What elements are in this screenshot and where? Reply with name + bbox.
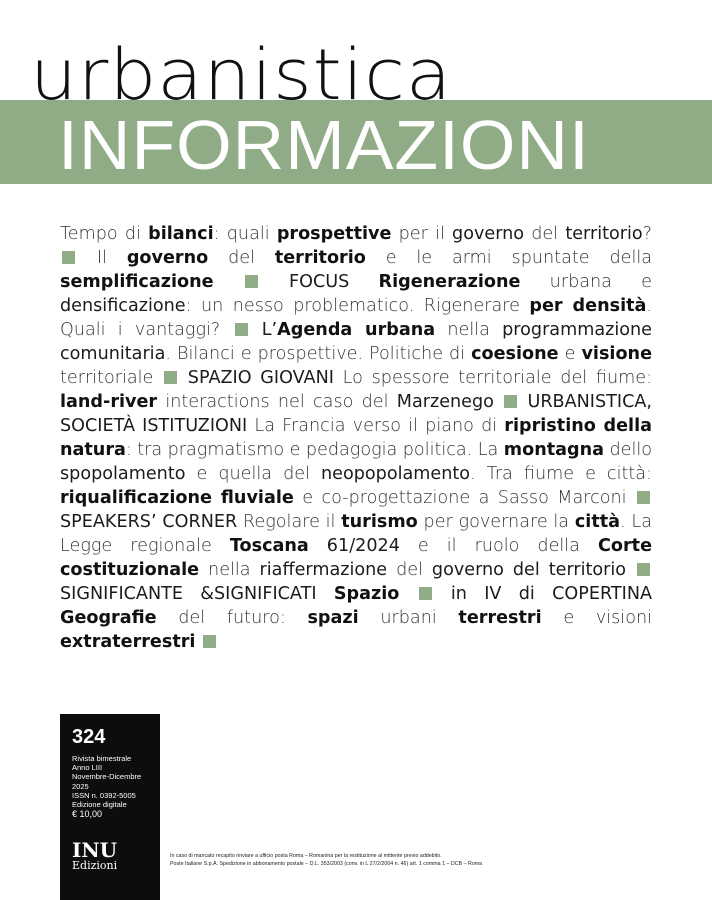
section-separator-square-icon [203,635,216,648]
contents-text: territorio [565,224,643,244]
contents-text: La Francia verso il piano di [247,416,505,436]
issue-months: Novembre-Dicembre [72,772,142,782]
contents-keyword: governo [126,248,209,268]
contents-text: governo [452,224,525,244]
contents-text: territoriale [60,368,154,388]
section-separator-square-icon [504,395,517,408]
contents-keyword: Rigenerazione [378,272,521,292]
issue-number: 324 [72,726,106,748]
contents-text: programmazione comunitaria [60,320,653,364]
masthead-title-urbanistica: urbanistica [30,34,453,116]
contents-keyword: semplificazione [60,272,214,292]
issue-edition: Edizione digitale [72,800,127,810]
contents-keyword: riqualificazione fluviale [60,488,294,508]
postal-note-line-2: Poste Italiane S.p.A. Spedizione in abbonamento postale – D.L. 353/2003 (conv. in L 27/2/2004 n. 46) art. 1 comma 1 – DCB – Roma [170,861,483,867]
contents-text: per il [391,224,453,244]
contents-keyword: città [574,512,621,532]
contents-text: URBANISTICA, SOCIETÀ ISTITUZIONI [60,392,653,436]
contents-text: in IV di COPERTINA [450,584,653,604]
contents-keyword: bilanci [148,224,214,244]
table-of-contents [60,222,652,654]
contents-text: . Tra fiume e città: [470,464,652,484]
contents-text: del [524,224,566,244]
contents-text: Marzenego [396,392,494,412]
contents-text: ? [642,224,652,244]
contents-text: spopolamento [60,464,186,484]
contents-text: . Bilanci e prospettive. Politiche di [165,344,472,364]
contents-text: Tempo di [60,224,149,244]
contents-text: del [208,248,275,268]
contents-text: e visioni [541,608,652,628]
section-separator-square-icon [164,371,177,384]
postal-footer-note [170,852,570,868]
section-separator-square-icon [62,251,75,264]
contents-text: neopopolamento [320,464,471,484]
edizioni-logo-text: Edizioni [72,859,118,872]
contents-text: densificazione [60,296,186,316]
inu-edizioni-logo [72,840,117,872]
contents-text: urbani [358,608,459,628]
issue-info-box [60,714,160,900]
contents-keyword: per densità [529,296,647,316]
issue-year-volume: Anno LIII [72,763,103,773]
section-separator-square-icon [245,275,258,288]
issue-issn: ISSN n. 0392-5005 [72,790,136,800]
contents-keyword: Toscana [229,536,309,556]
contents-text: : un nesso problematico. Rigenerare [185,296,530,316]
contents-text: e co-progettazione a Sasso Marconi [293,488,627,508]
contents-keyword: coesione [471,344,559,364]
contents-text: SPEAKERS’ CORNER [60,512,238,532]
contents-text: riaffermazione [259,560,388,580]
contents-keyword: ripristino della natura [60,416,652,460]
contents-text: governo del territorio [431,560,627,580]
contents-text: e quella del [185,464,321,484]
section-separator-square-icon [637,563,650,576]
contents-text: per governare la [417,512,575,532]
contents-keyword: land-river [60,392,158,412]
contents-keyword: visione [581,344,652,364]
contents-text: e il ruolo della [399,536,598,556]
contents-text: del futuro: [156,608,308,628]
issue-price: € 10,00 [72,809,103,820]
contents-keyword: turismo [341,512,418,532]
contents-text: 61/2024 [308,536,400,556]
contents-keyword: Geografie [60,608,157,628]
inu-logo-text: INU [72,838,118,862]
contents-text: interactions nel caso del [157,392,397,412]
contents-text: L’ [261,320,278,340]
postal-note-line-1: In caso di mancato recapito rinviare a ufficio posta Roma – Romanina per la restituzione al mittente previo addebito. [170,853,442,859]
contents-text: nella [199,560,260,580]
contents-text: Il [96,248,127,268]
contents-text: urbana e [520,272,652,292]
contents-text: dello [604,440,652,460]
section-separator-square-icon [637,491,650,504]
section-separator-square-icon [235,323,248,336]
contents-keyword: Corte costituzionale [60,536,653,580]
contents-keyword: terrestri [458,608,542,628]
contents-keyword: territorio [274,248,366,268]
contents-keyword: prospettive [276,224,392,244]
contents-text: e le armi spuntate della [365,248,653,268]
section-separator-square-icon [419,587,432,600]
contents-keyword: montagna [503,440,605,460]
issue-meta [72,754,156,820]
contents-text: . Quali i vantaggi? [60,296,652,340]
contents-keyword: Agenda urbana [277,320,436,340]
contents-keyword: extraterrestri [60,632,196,652]
contents-text: : tra pragmatismo e pedagogia politica. La [125,440,504,460]
contents-text: SPAZIO GIOVANI [187,368,334,388]
contents-text: Regolare il [237,512,342,532]
issue-periodicity: Rivista bimestrale [72,754,132,763]
contents-text: FOCUS [289,272,379,292]
contents-keyword: Spazio [333,584,400,604]
masthead-title-informazioni: INFORMAZIONI [58,106,590,184]
contents-text: e [558,344,582,364]
contents-text: Lo spessore territoriale del fiume: [333,368,653,388]
issue-year: 2025 [72,781,89,791]
contents-text: . La Legge regionale [60,512,652,556]
contents-text: nella [435,320,503,340]
contents-text: SIGNIFICANTE &SIGNIFICATI [60,584,334,604]
contents-keyword: spazi [307,608,359,628]
contents-text: del [387,560,432,580]
contents-text: : quali [213,224,277,244]
